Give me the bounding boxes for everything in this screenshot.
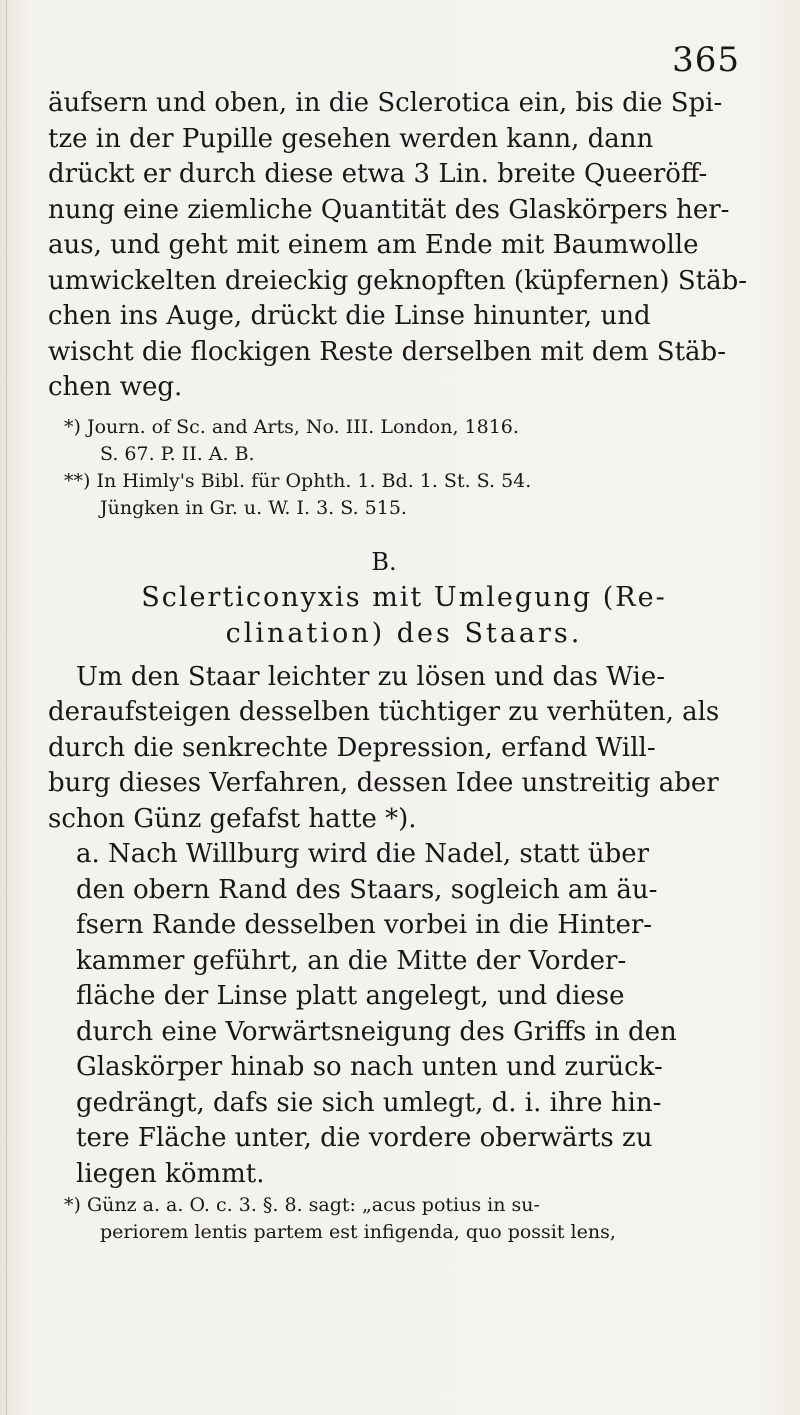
text-line: kammer geführt, an die Mitte der Vorder- <box>76 945 627 976</box>
footnotes-top <box>48 414 760 522</box>
text-line: nung eine ziemliche Quantität des Glaskörpers her- <box>48 194 730 225</box>
section-heading-line-1: Sclerticonyxis mit Umlegung (Re- <box>141 581 667 613</box>
text-line: chen weg. <box>48 372 183 402</box>
text-line: äufsern und oben, in die Sclerotica ein, bis die Spi- <box>48 88 723 118</box>
text-line: durch die senkrechte Depression, erfand Will- <box>48 732 656 763</box>
text-line: liegen kömmt. <box>76 1158 265 1189</box>
text-line: deraufsteigen desselben tüchtiger zu verhüten, als <box>48 697 720 727</box>
footnote-line: *) Journ. of Sc. and Arts, No. III. London, 1816. <box>64 415 519 438</box>
text-line: Glaskörper hinab so nach unten und zurück- <box>76 1052 663 1082</box>
text-line: Um den Staar leichter zu lösen und das Wie- <box>76 661 665 692</box>
text-line: wischt die flockigen Reste derselben mit dem Stäb- <box>48 336 726 367</box>
footnote-line: S. 67. P. II. A. B. <box>100 442 255 465</box>
footnote-line: Jüngken in Gr. u. W. I. 3. S. 515. <box>100 496 407 519</box>
text-line: schon Günz gefafst hatte *). <box>48 803 417 834</box>
text-line: a. Nach Willburg wird die Nadel, statt über <box>76 839 650 869</box>
text-line: tere Fläche unter, die vordere oberwärts zu <box>76 1123 653 1153</box>
section-mark: B. <box>371 547 397 576</box>
paragraph-continued <box>48 86 760 406</box>
footnote-line: periorem lentis partem est infigenda, quo possit lens, <box>100 1221 616 1243</box>
page-body <box>48 86 760 1246</box>
page-number: 365 <box>672 40 740 80</box>
text-line: fläche der Linse platt angelegt, und diese <box>76 981 625 1011</box>
text-line: den obern Rand des Staars, sogleich am äu- <box>76 874 658 905</box>
text-line: fsern Rande desselben vorbei in die Hinter- <box>76 910 653 940</box>
text-line: burg dieses Verfahren, dessen Idee unstreitig aber <box>48 768 719 798</box>
paragraph-intro <box>48 660 760 838</box>
text-line: drückt er durch diese etwa 3 Lin. breite Queeröff- <box>48 159 708 189</box>
footnote-line: *) Günz a. a. O. c. 3. §. 8. sagt: „acus potius in su- <box>64 1194 540 1216</box>
page-gutter-edge <box>6 0 7 1415</box>
text-line: tze in der Pupille gesehen werden kann, dann <box>48 123 654 154</box>
text-line: durch eine Vorwärtsneigung des Griffs in den <box>76 1016 677 1047</box>
text-line: chen ins Auge, drückt die Linse hinunter, und <box>48 301 651 331</box>
text-line: umwickelten dreieckig geknopften (küpfernen) Stäb- <box>48 265 748 296</box>
text-line: aus, und geht mit einem am Ende mit Baumwolle <box>48 230 699 260</box>
section-heading-line-2: clination) des Staars. <box>225 617 583 649</box>
text-line: gedrängt, dafs sie sich umlegt, d. i. ihre hin- <box>76 1087 662 1118</box>
footnote-line: **) In Himly's Bibl. für Ophth. 1. Bd. 1. St. S. 54. <box>64 469 532 492</box>
paragraph-method-a <box>48 837 760 1192</box>
footnotes-bottom <box>48 1192 760 1246</box>
